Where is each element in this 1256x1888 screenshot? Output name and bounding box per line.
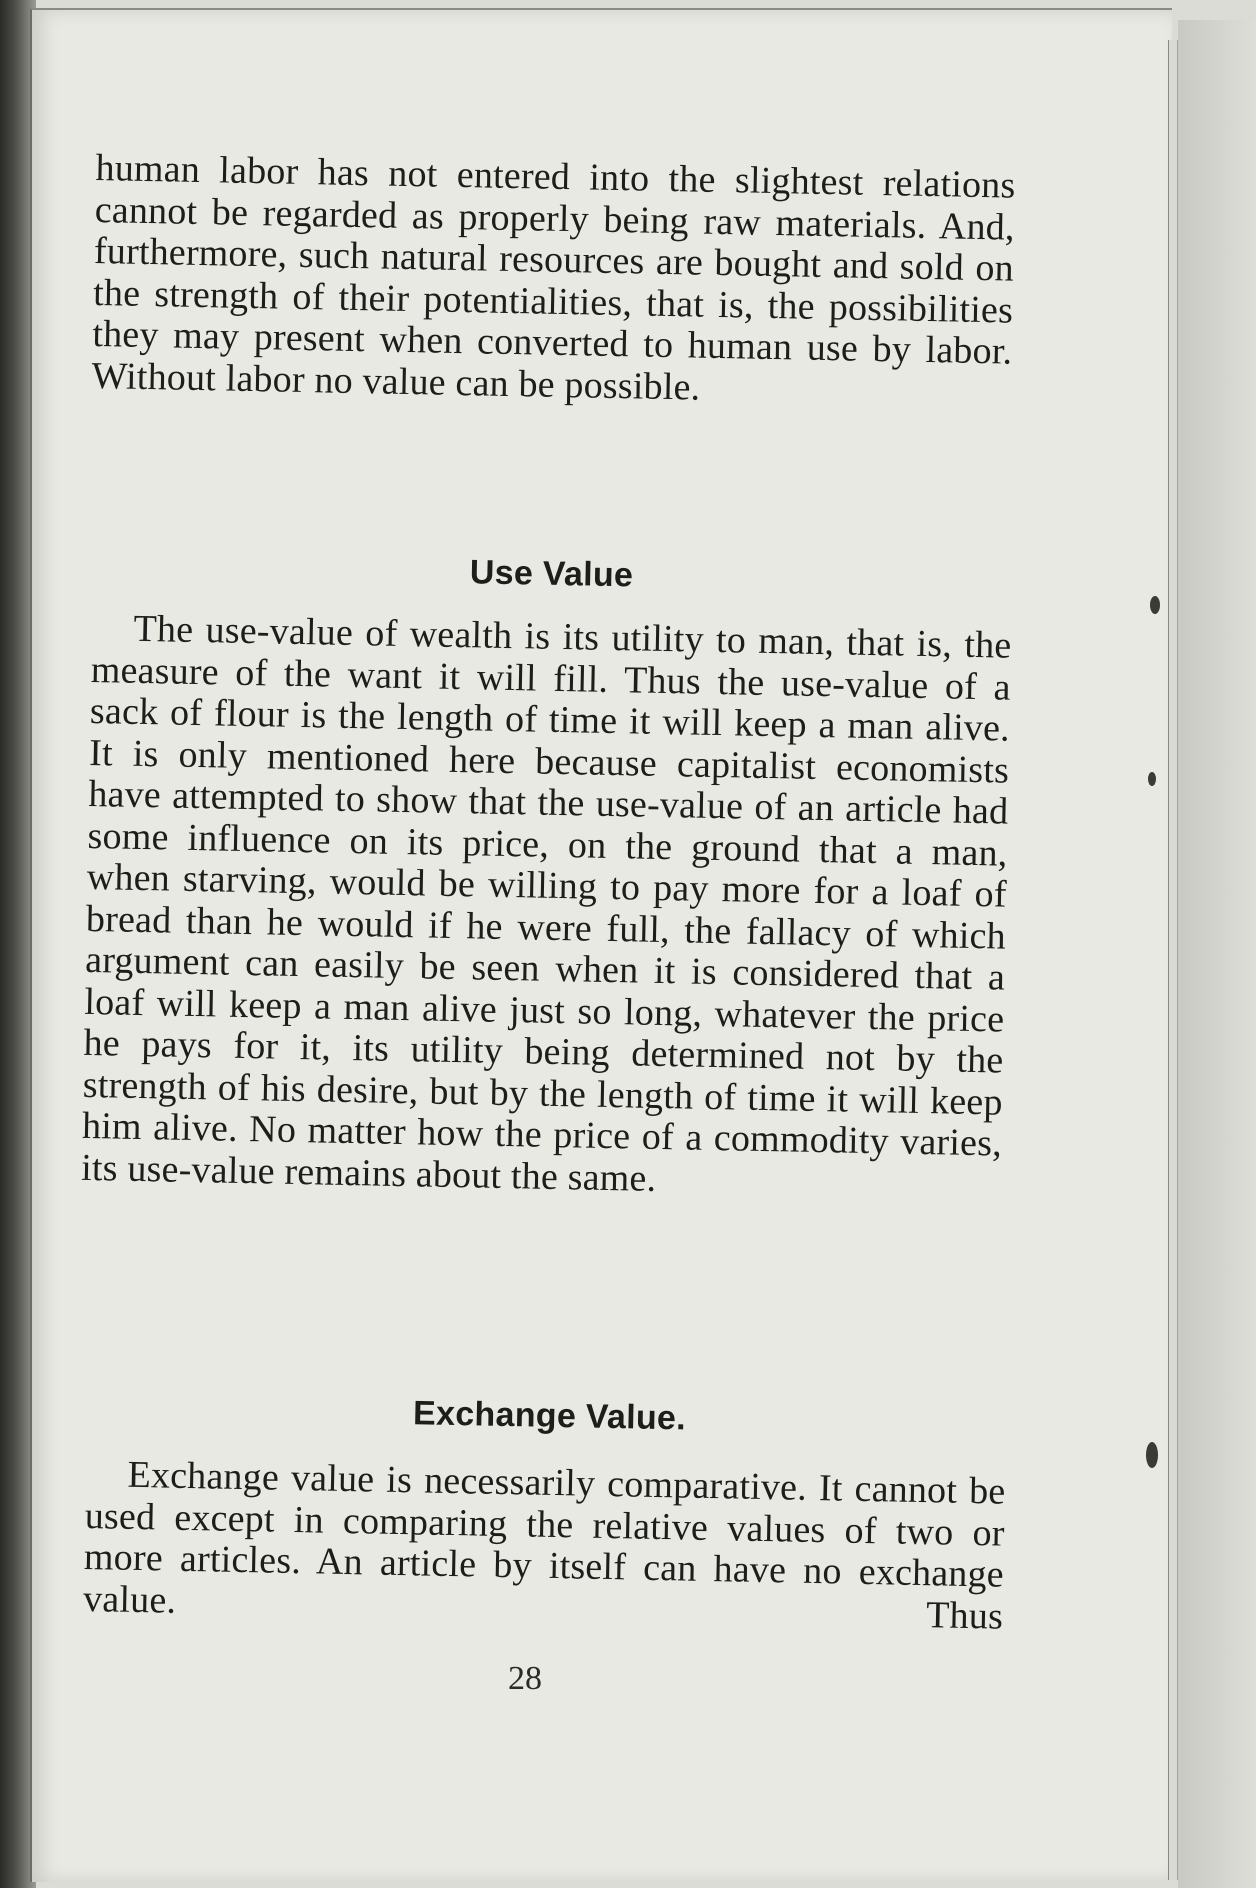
use-value-body-block: [81, 608, 1012, 1207]
exchange-value-body-block: [83, 1454, 1006, 1638]
ink-mark: [1150, 596, 1160, 614]
use-value-paragraph: The use-value of wealth is its utility to man, that is, the measure of the want it will fill. Thus the use-value of a sack of flour is the length of time it will keep a man alive. It is only mentioned here because capitalist economists have attempted to show that the use-value of an article had some influence on its price, on the ground that a man, when starving, would be willing to pay more for a loaf of bread than he would if he were full, the fallacy of which argument can easily be seen when it is considered that a loaf will keep a man alive just so long, whatever the price he pays for it, its utility being determined not by the strength of his desire, but by the length of time it will keep him alive. No matter how the price of a commodity varies, its use-value remains about the same.: [80, 607, 1012, 1200]
opening-text-block: [91, 148, 1016, 415]
page-number: 28: [508, 1660, 542, 1697]
section-heading-exchange-value: Exchange Value.: [412, 1394, 687, 1438]
section-heading-use-value: Use Value: [469, 553, 634, 595]
adjacent-page: [1178, 20, 1256, 1888]
opening-paragraph: human labor has not entered into the slightest relations cannot be regarded as properly being raw materials. And, furthermore, such natural resources are bought and sold on the strength of their potentialities, that is, the possibilities they may present when converted to human use by labor. Without labor no value can be possible.: [91, 147, 1016, 409]
exchange-value-paragraph: Exchange value is necessarily comparative. It cannot be used except in comparing the relative values of two or more articles. An article by itself can have no exchange value. Thus: [82, 1453, 1006, 1638]
page-edge: [1168, 40, 1178, 1880]
ink-mark: [1146, 1442, 1158, 1468]
ink-mark: [1148, 772, 1156, 786]
